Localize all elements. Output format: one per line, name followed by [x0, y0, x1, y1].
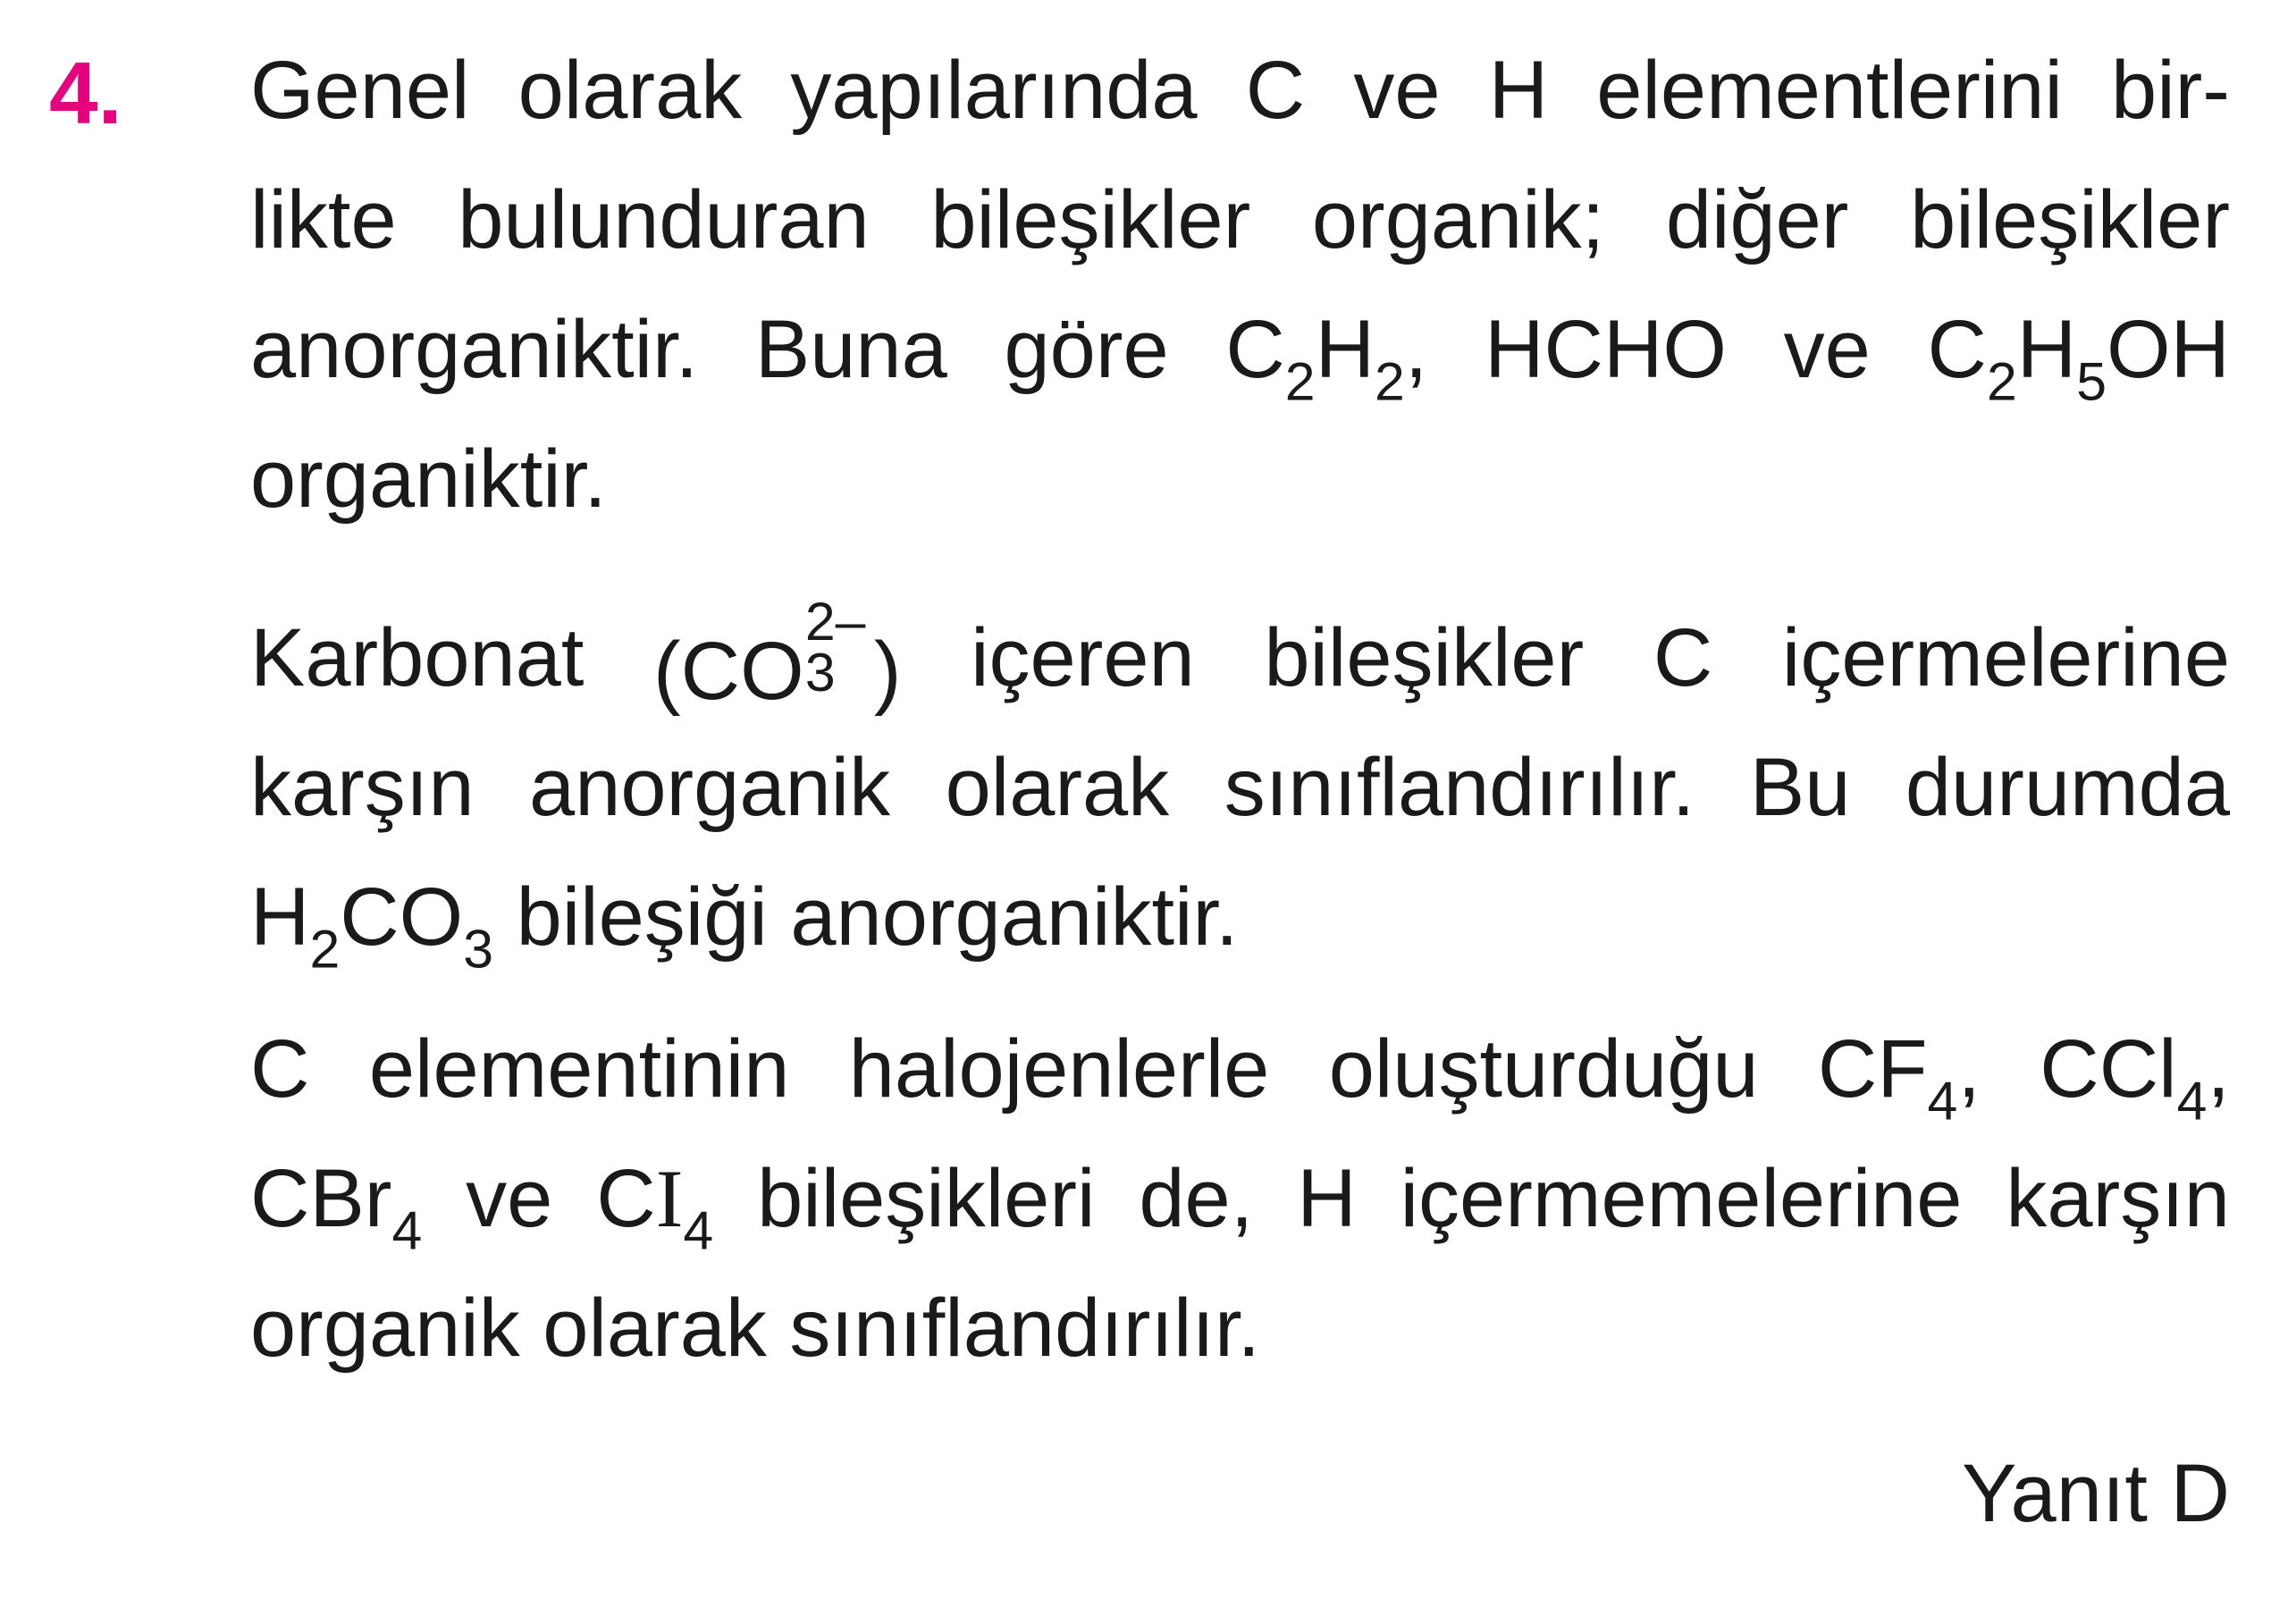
formula-part: H: [250, 871, 310, 963]
word: olarak: [517, 45, 743, 136]
word: içermemelerine: [1400, 1153, 1963, 1244]
formula-part: ): [873, 626, 902, 717]
word: bileşikleri: [757, 1153, 1096, 1244]
paragraph1-line2: [250, 174, 2230, 265]
word: içermelerine: [1781, 612, 2230, 703]
formula-part: CO: [340, 871, 464, 963]
word: durumda: [1905, 742, 2230, 833]
word: anorganiktir.: [250, 304, 699, 395]
word: oluşturduğu: [1328, 1023, 1759, 1115]
word: de,: [1139, 1153, 1254, 1244]
paragraph3-line1: [250, 1023, 2230, 1132]
formula-part: C: [1225, 304, 1285, 395]
formula-subscript: 3: [463, 918, 494, 980]
word: C: [1653, 612, 1713, 703]
formula-part: ,: [1957, 1023, 1981, 1115]
word: elementlerini: [1596, 45, 2063, 136]
formula-part: H: [1315, 304, 1375, 395]
formula-subscript: 2: [309, 918, 341, 980]
word: karşın: [250, 742, 475, 833]
word: bileşikler: [930, 174, 1251, 265]
word: elementinin: [368, 1023, 790, 1115]
paragraph2-line2: [250, 742, 2230, 833]
formula-part: CBr: [250, 1153, 392, 1244]
word: HCHO: [1485, 304, 1727, 395]
formula-part: C: [1927, 304, 1987, 395]
word: bulunduran: [458, 174, 870, 265]
word: C: [1245, 45, 1306, 136]
paragraph1-line4: [250, 433, 2230, 525]
paragraph3-line2: [250, 1153, 2230, 1261]
word: yapılarında: [790, 45, 1198, 136]
word: sınıflandırılır.: [1224, 742, 1695, 833]
formula-subscript: 5: [2076, 350, 2107, 412]
word: Bu: [1749, 742, 1851, 833]
word: halojenlerle: [848, 1023, 1270, 1115]
formula-part: CCl: [2040, 1023, 2177, 1115]
word: ve: [1783, 304, 1871, 395]
word: ve: [1353, 45, 1441, 136]
formula-c2h2: [1225, 304, 1428, 412]
word: H: [1488, 45, 1549, 136]
word: Genel: [250, 45, 470, 136]
formula-cf4: [1817, 1023, 1981, 1132]
formula-subscript: 4: [683, 1199, 714, 1261]
formula-part: I: [655, 1153, 684, 1244]
paragraph1-line3: [250, 304, 2230, 412]
formula-subscript: 4: [1927, 1070, 1958, 1132]
formula-part: (CO: [653, 626, 804, 717]
formula-subscript: 2: [1375, 350, 1405, 412]
formula-c2h5oh: [1927, 304, 2230, 412]
formula-h2co3: [250, 871, 494, 980]
question-number: 4.: [49, 44, 122, 142]
paragraph2-line3: [250, 871, 2230, 980]
formula-ci4: [596, 1153, 714, 1261]
word: göre: [1004, 304, 1169, 395]
word: karşın: [2006, 1153, 2230, 1244]
word: içeren: [971, 612, 1195, 703]
word: likte: [250, 174, 397, 265]
word: bir-: [2111, 45, 2230, 136]
formula-part: ,: [1404, 304, 1428, 395]
formula-part: OH: [2107, 304, 2230, 395]
formula-part: CF: [1817, 1023, 1928, 1115]
formula-subscript: 2: [1986, 350, 2017, 412]
word: ve: [466, 1153, 553, 1244]
formula-part: ,: [2207, 1023, 2230, 1115]
formula-cbr4: [250, 1153, 423, 1261]
word: Buna: [754, 304, 947, 395]
text: organiktir.: [250, 433, 607, 525]
word: olarak: [945, 742, 1170, 833]
word: H: [1297, 1153, 1357, 1244]
answer-label: Yanıt D: [1962, 1448, 2230, 1539]
text: organik olarak sınıflandırılır.: [250, 1283, 1261, 1374]
formula-ccl4: [2040, 1023, 2230, 1132]
carbonate-ion-formula: [653, 590, 902, 717]
ion-charge: 2–: [804, 590, 866, 652]
word: anorganik: [529, 742, 891, 833]
ion-scripts: [804, 590, 874, 703]
word: Karbonat: [250, 612, 585, 703]
word: bileşikler: [1264, 612, 1585, 703]
ion-subscript: 3: [804, 641, 836, 703]
paragraph1-line1: [250, 45, 2230, 136]
word: diğer: [1665, 174, 1849, 265]
text: bileşiği anorganiktir.: [516, 871, 1239, 963]
formula-part: C: [596, 1153, 656, 1244]
paragraph3-line3: [250, 1283, 2230, 1374]
formula-subscript: 2: [1284, 350, 1316, 412]
word: C: [250, 1023, 310, 1115]
formula-subscript: 4: [391, 1199, 423, 1261]
formula-subscript: 4: [2176, 1070, 2208, 1132]
paragraph2-line1: [250, 590, 2230, 717]
word: bileşikler: [1910, 174, 2230, 265]
formula-part: H: [2016, 304, 2077, 395]
word: organik;: [1311, 174, 1605, 265]
